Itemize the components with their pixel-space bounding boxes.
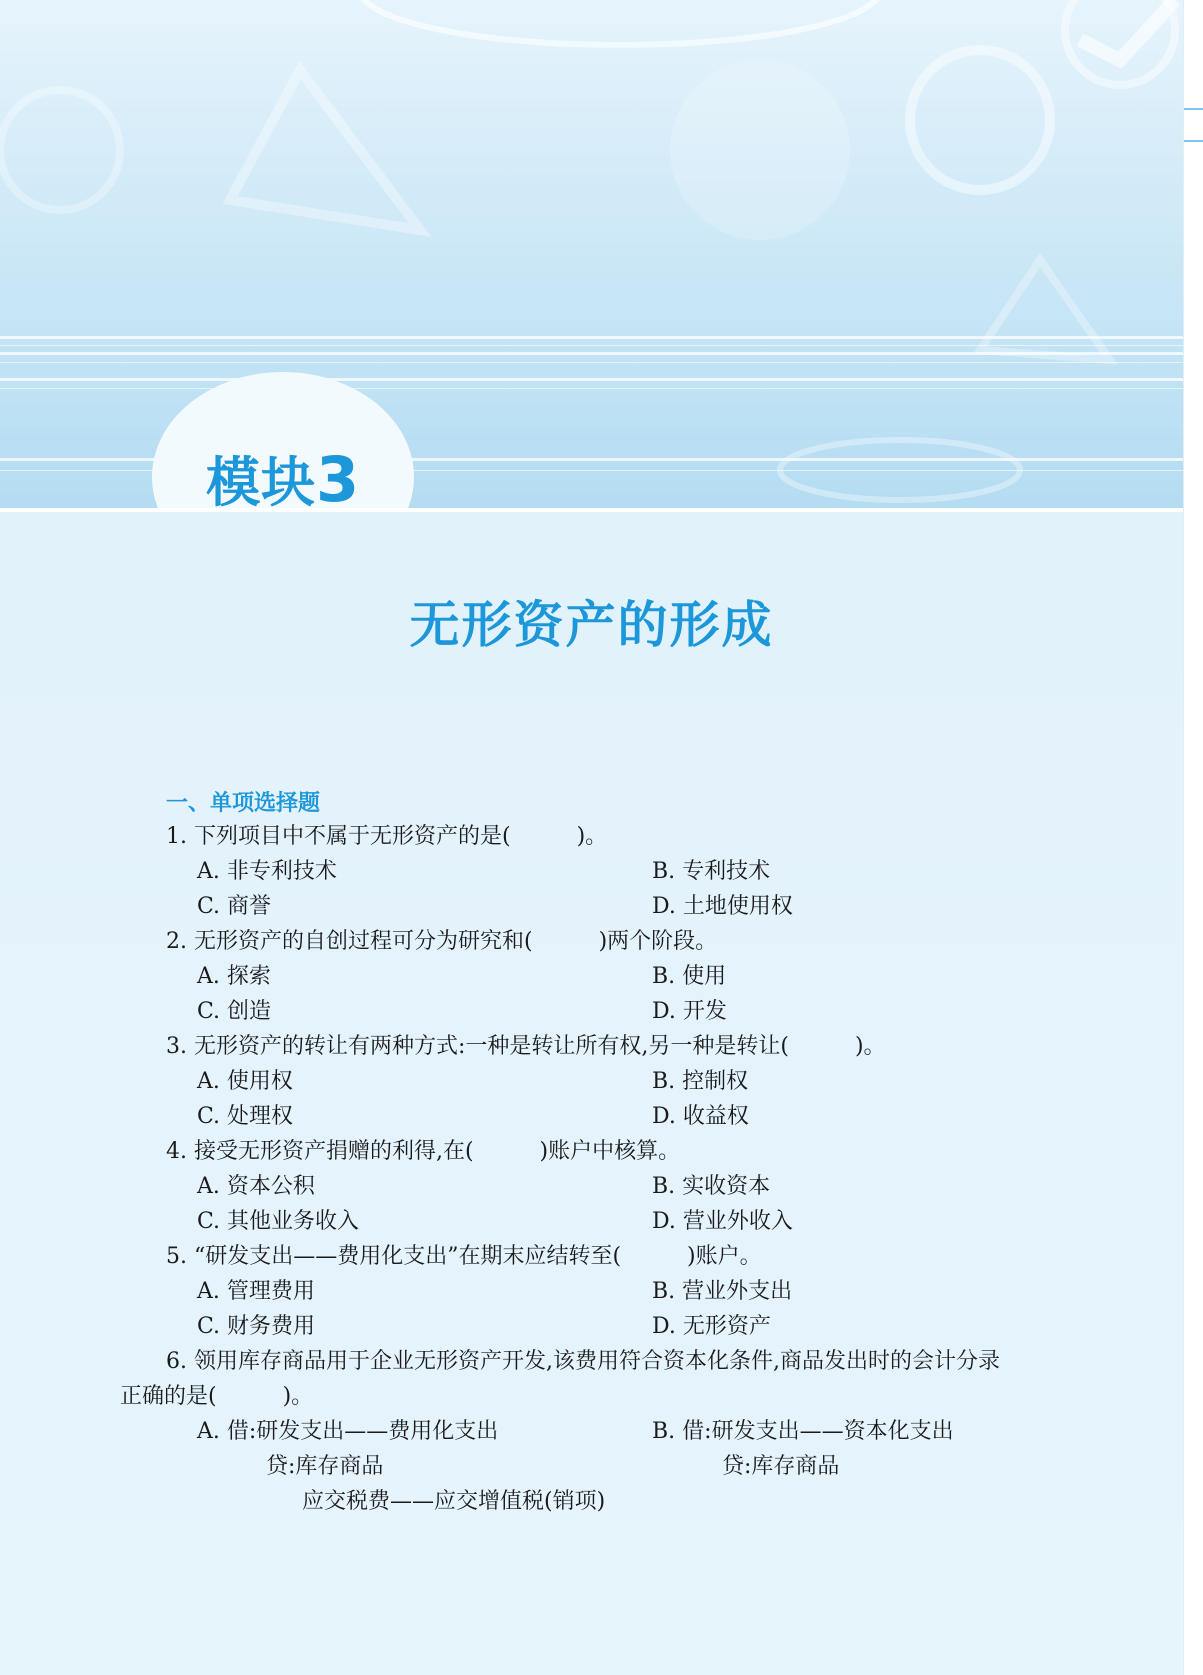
option-1d: D. 土地使用权 [652,894,793,919]
option-3c: C. 处理权 [197,1104,294,1129]
option-6b-credit: 贷:库存商品 [722,1454,840,1479]
question-6-line2: 正确的是( )。 [120,1384,314,1409]
option-4c: C. 其他业务收入 [197,1209,360,1234]
option-4a: A. 资本公积 [197,1174,315,1199]
question-1: 1. 下列项目中不属于无形资产的是( )。 [166,824,608,849]
option-5c: C. 财务费用 [197,1314,316,1339]
option-3d: D. 收益权 [652,1104,749,1129]
header-stripe [0,345,1183,346]
option-3a: A. 使用权 [197,1069,293,1094]
option-2d: D. 开发 [652,999,727,1024]
header-stripe [0,336,1183,339]
option-5d: D. 无形资产 [652,1314,771,1339]
option-6b-debit: B. 借:研发支出——资本化支出 [652,1419,954,1444]
module-label [206,440,360,508]
question-4: 4. 接受无形资产捐赠的利得,在( )账户中核算。 [166,1139,681,1164]
header-stripe [0,388,1183,389]
question-6-line1: 6. 领用库存商品用于企业无形资产开发,该费用符合资本化条件,商品发出时的会计分录 [166,1349,1000,1374]
option-6a-credit: 贷:库存商品 [266,1454,384,1479]
module-word: 模块 [206,451,316,508]
section-heading: 一、单项选择题 [166,791,321,816]
question-3: 3. 无形资产的转让有两种方式:一种是转让所有权,另一种是转让( )。 [166,1034,886,1059]
option-6a-credit-tax: 应交税费——应交增值税(销项) [302,1489,606,1514]
question-2: 2. 无形资产的自创过程可分为研究和( )两个阶段。 [166,929,718,954]
option-5b: B. 营业外支出 [652,1279,793,1304]
header-stripe [0,362,1183,363]
option-1c: C. 商誉 [197,894,272,919]
header-stripe [0,352,1183,355]
edge-tab-mark [1184,140,1203,142]
option-2a: A. 探索 [197,964,271,989]
question-5: 5. “研发支出——费用化支出”在期末应结转至( )账户。 [166,1244,762,1269]
page-edge [1183,0,1203,1675]
option-5a: A. 管理费用 [197,1279,315,1304]
header-stripe [0,378,1183,381]
option-3b: B. 控制权 [652,1069,749,1094]
option-2b: B. 使用 [652,964,727,989]
option-2c: C. 创造 [197,999,272,1024]
option-1a: A. 非专利技术 [197,859,337,884]
module-number: 3 [316,443,361,508]
option-6a-debit: A. 借:研发支出——费用化支出 [197,1419,499,1444]
edge-tab-mark [1184,108,1203,110]
page-title: 无形资产的形成 [409,596,774,654]
header-banner [0,0,1183,508]
option-4b: B. 实收资本 [652,1174,771,1199]
option-1b: B. 专利技术 [652,859,771,884]
option-4d: D. 营业外收入 [652,1209,793,1234]
